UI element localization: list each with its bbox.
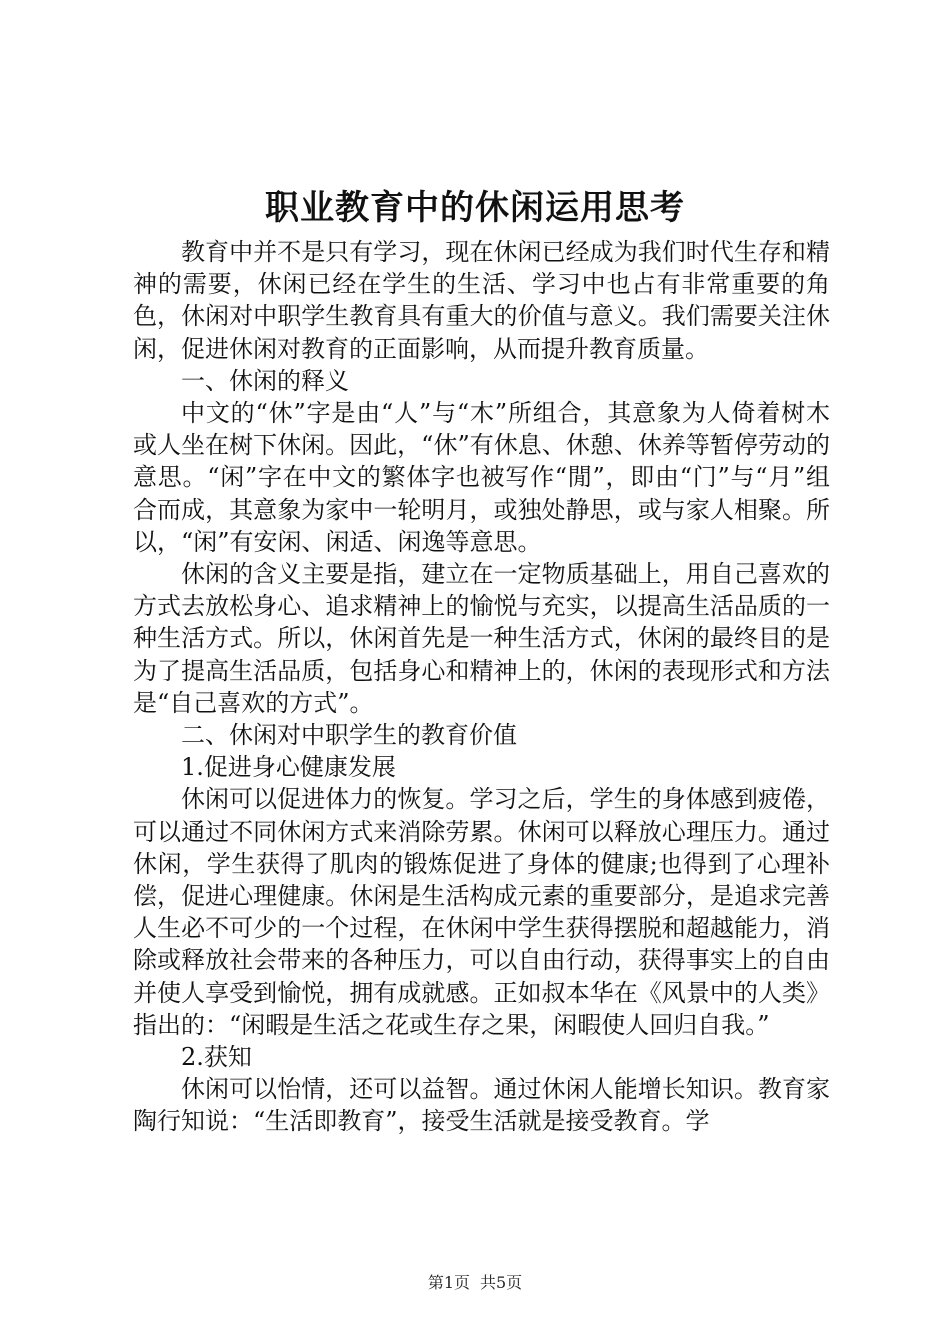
paragraph: 中文的“休”字是由“人”与“木”所组合，其意象为人倚着树木或人坐在树下休闲。因此，“休”有休息、休憩、休养等暂停劳动的意思。“闲”字在中文的繁体字也被写作“閒”，即由“门”与“月”组合而成，其意象为家中一轮明月，或独处静思，或与家人相聚。所以，“闲”有安闲、闲适、闲逸等意思。 (133, 399, 830, 556)
paragraph: 休闲可以促进体力的恢复。学习之后，学生的身体感到疲倦，可以通过不同休闲方式来消除劳累。休闲可以释放心理压力。通过休闲，学生获得了肌肉的锻炼促进了身体的健康;也得到了心理补偿，促进心理健康。休闲是生活构成元素的重要部分，是追求完善人生必不可少的一个过程，在休闲中学生获得摆脱和超越能力，消除或释放社会带来的各种压力，可以自由行动，获得事实上的自由并使人享受到愉悦，拥有成就感。正如叔本华在《风景中的人类》指出的：“闲暇是生活之花或生存之果，闲暇使人回归自我。” (133, 785, 830, 1039)
document-body (133, 236, 830, 1138)
subsection-heading: 2.获知 (181, 1043, 252, 1072)
subsection-heading: 1.促进身心健康发展 (181, 753, 396, 782)
paragraph: 休闲可以怡情，还可以益智。通过休闲人能增长知识。教育家陶行知说：“生活即教育”，接受生活就是接受教育。学 (133, 1075, 830, 1136)
paragraph: 休闲的含义主要是指，建立在一定物质基础上，用自己喜欢的方式去放松身心、追求精神上的愉悦与充实，以提高生活品质的一种生活方式。所以，休闲首先是一种生活方式，休闲的最终目的是为了提高生活品质，包括身心和精神上的，休闲的表现形式和方法是“自己喜欢的方式”。 (133, 560, 830, 717)
section-heading: 二、休闲对中职学生的教育价值 (181, 721, 517, 750)
section-heading: 一、休闲的释义 (181, 366, 349, 395)
page-footer (0, 1272, 950, 1294)
paragraph: 教育中并不是只有学习，现在休闲已经成为我们时代生存和精神的需要，休闲已经在学生的生活、学习中也占有非常重要的角色，休闲对中职学生教育具有重大的价值与意义。我们需要关注休闲，促进休闲对教育的正面影响，从而提升教育质量。 (133, 238, 830, 363)
page-number: 第1页 (427, 1273, 470, 1292)
page-total: 共5页 (480, 1273, 523, 1292)
document-title: 职业教育中的休闲运用思考 (265, 188, 685, 228)
